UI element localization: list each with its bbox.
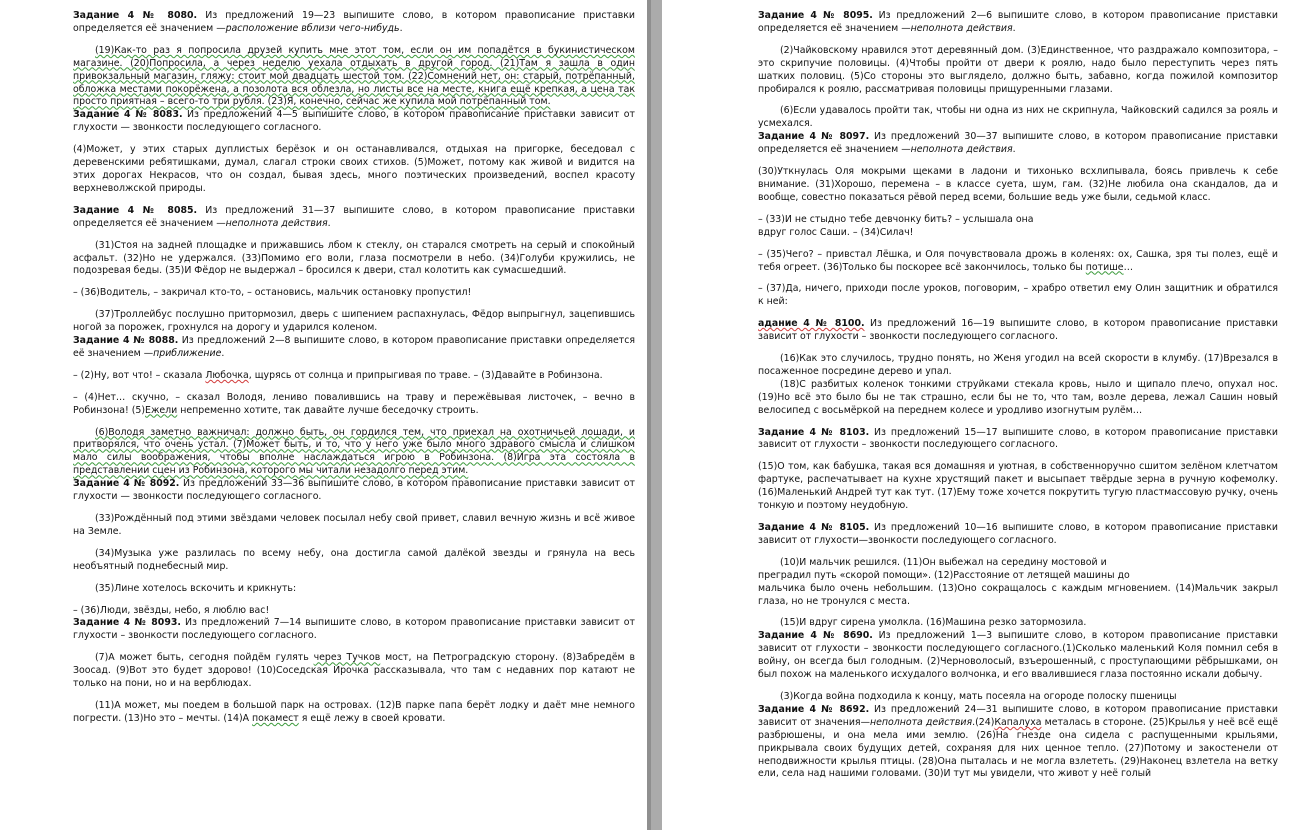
task-8692 [758,704,1278,781]
task-meaning: неполнота действия [910,144,1013,156]
task-text: Из предложений 31—37 выпишите слово, в котором правописание приставки определяется её значением — [73,204,635,229]
task-text: Из предложений 19—23 выпишите слово, в котором правописание приставки определяется её значением — [73,10,635,34]
task-text: Из предложений 7—14 выпишите слово, в котором правописание приставки зависит от глухости – звонкости последующего согласного. [73,617,635,642]
task-meaning: неполнота действия [910,22,1013,34]
task-tail: . [1012,22,1016,34]
task-meaning: расположение вблизи чего-нибудь [225,22,400,34]
task-8105 [758,522,1278,548]
task-text: Из предложений 2—6 выпишите слово, в котором правописание приставки определяется её значением — [758,10,1278,34]
task-text: Из предложений 10—16 выпишите слово, в котором правописание приставки зависит от глухости—звонкости последующего согласного. [758,522,1278,546]
task-text: Из предложений 15—17 выпишите слово, в котором правописание приставки зависит от глухости – звонкости последующего согласного. [758,426,1278,451]
excerpt-text: вдруг голос Саши. – (34)Силач! [758,226,914,238]
excerpt-text: (30)Уткнулась Оля мокрыми щеками в ладони и тихонько всхлипывала, боясь привлечь к себе внимание. (31)Хорошо, перемена – в классе суета, шум, гам. (32)Не любила она скандалов, да и вообще, совестно показаться рёвой перед всеми, большие ведь уже были, седьмой класс. [758,166,1278,203]
task-title: Задание 4 № 8690. [758,630,873,642]
task-8095 [758,10,1278,36]
text-run: .(24) [972,716,995,728]
excerpt-text [758,249,1278,275]
excerpt-text: (4)Может, у этих старых дуплистых берёзок и он останавливался, отдыхая на пригорке, беседовал с деревенскими ребятишками, думал, слагал строки своих стихов. (5)Может, потому как живой и видится на этих дорогах Некрасов, что он создал, бывая здесь, много поэтических произведений, воспел красоту верхневолжской природы. [73,144,635,194]
task-title: Задание 4 № 8095. [758,10,873,21]
grammar-word: потише [1085,261,1124,273]
excerpt-text: (6)Если удавалось пройти так, чтобы ни одна из них не скрипнула, Чайковский садился за рояль и усмехался. [758,105,1278,130]
excerpt-text: (10)И мальчик решился. (11)Он выбежал на середину мостовой и [780,556,1107,568]
excerpt-text: – (36)Люди, звёзды, небо, я люблю вас! [73,604,270,616]
excerpt-text: мальчика было очень небольшим. (13)Оно сокращалось с каждым мгновением. (14)Мальчик закрыл глаза, но не тронулся с места. [758,582,1278,607]
grammar-word: покамест [252,712,299,724]
task-8088 [73,335,635,361]
excerpt-text: – (37)Да, ничего, приходи после уроков, поговорим, – храбро ответил ему Олин защитник и обратился к ней: [758,283,1278,308]
excerpt-text: (33)Рождённый под этими звёздами человек посылал небу свой привет, славил вечную жизнь и всё живое на Земле. [73,513,635,537]
excerpt-text: (19)Как-то раз я попросила друзей купить мне этот том, если он им попадётся в букинистическом магазине. (20)Попросила, а через неделю уехала отдыхать в другой город. (21)Там я зашла в один привокзальный магазин, гляжу: стоит мой двадцать шестой том. (22)Сомнений нет, он: старый, потрёпанный, обложка местами покорёжена, а позолота вся облезла, но листы все на месте, книга ещё крепкая, а цена так просто приятная – всего-то три рубля. (23)Я, конечно, сейчас же купила мой потрёпанный том. [73,44,635,108]
task-text: Из предложений 30—37 выпишите слово, в котором правописание приставки определяется её значением — [758,131,1278,156]
excerpt-text: (16)Как это случилось, трудно понять, но Женя угодил на всей скорости в клумбу. (17)Врезался в посаженное посредине дерево и упал. [758,353,1278,377]
task-text: Из предложений 4—5 выпишите слово, в котором правописание приставки зависит от глухости — звонкости последующего согласного. [73,109,635,134]
task-meaning: приближение [153,347,222,359]
task-text: Из предложений 2—8 выпишите слово, в котором правописание приставки определяется её значением — [73,335,635,359]
text-run: , щурясь от солнца и припрыгивая по траве. – (3)Давайте в Робинзона. [248,369,603,381]
text-run: (7)А может быть, сегодня пойдём гулять [95,652,314,664]
task-tail: . [327,217,331,229]
task-text: Из предложений 16—19 выпишите слово, в котором правописание приставки зависит от глухости – звонкости последующего согласного. [758,318,1278,343]
task-8690 [758,630,1278,682]
task-8080 [73,10,635,36]
task-tail: . [1012,144,1016,156]
task-8103 [758,427,1278,453]
text-run: металась в стороне. (25)Крылья у неё всё ещё разбрюшены, и она мела ими землю. (26)На гнезде она сидела с распущенными крыльями, прикрывала своих будущих детей, сохраняя для них ценное тепло. (27)Потому и закостенели от неподвижности крылья птицы. (28)Она пыталась и не могла взлететь. (29)Наконец взлетела на ветку ели, села над нашими головами. (30)И тут мы увидели, что живот у неё голый [758,716,1278,780]
excerpt-text: (35)Лине хотелось вскочить и крикнуть: [95,582,297,594]
task-title: Задание 4 № 8080. [73,10,198,21]
task-tail: . [221,347,225,359]
task-title: Задание 4 № 8103. [758,426,870,438]
task-meaning: неполнота действия [225,217,328,229]
excerpt-text: – (36)Водитель, – закричал кто-то, – остановись, мальчик остановку пропустил! [73,287,472,299]
task-text: Из предложений 33—36 выпишите слово, в котором правописание приставки зависит от глухости — звонкости последующего согласного. [73,478,635,503]
excerpt-text: (6)Володя заметно важничал: должно быть, он гордился тем, что приехал на охотничьей лошади, и притворялся, что очень устал. (7)Может быть, и то, что у него уже было много здравого смысла и слишком мало силы воображения, чтобы вполне наслаждаться игрою в Робинзона. (8)Игра эта состояла в представлении сцен из Робинзона, которого мы читали незадолго перед этим. [73,426,635,477]
task-8085 [73,205,635,231]
task-title: Задание 4 № 8692. [758,703,870,715]
task-8100 [758,318,1278,344]
excerpt-text [73,370,635,383]
task-title: Задание 4 № 8097. [758,131,870,143]
excerpt-text: преградил путь «скорой помощи». (12)Расстояние от летящей машины до [758,569,1130,581]
task-title: Задание 4 № 8092. [73,478,180,490]
task-8093 [73,617,635,643]
text-run: я ещё лежу в своей кровати. [298,712,446,724]
text-run: (11)А может, мы поедем в большой парк на островах. (12)В парке папа берёт лодку и даёт мне немного погрести. (13)Но это – мечты. (14)А [73,699,635,724]
excerpt-text: (15)О том, как бабушка, такая вся домашняя и уютная, в собственноручно сшитом зелёном клетчатом фартуке, распечатывает на кухне хрустящий пакет и высыпает твёрдые зерна в ручную кофемолку. (16)Маленький Андрей тут как тут. (17)Ему тоже хочется покрутить тугую пластмассовую ручку, очень тонкую и поэтому неудобную. [758,461,1278,512]
task-title: Задание 4 № 8105. [758,522,870,533]
task-text: Из предложений 24—31 выпишите слово, в котором правописание приставки зависит от значения— [758,703,1278,728]
task-title: адание 4 № 8100. [758,318,865,330]
excerpt-text: (15)И вдруг сирена умолкла. (16)Машина резко затормозила. [780,617,1087,629]
excerpt-text [73,700,635,726]
excerpt-text: (18)С разбитых коленок тонкими струйками стекала кровь, ныло и щипало плечо, опухал нос. (19)Но всё это было бы не так страшно, если бы не то, что там, возле дерева, лежал Сашин новый велосипед с восьмёркой на переднем колесе и уродливо изогнутым рулём… [758,378,1278,416]
text-run: непременно хотите, так давайте лучше беседочку строить. [177,404,479,416]
task-tail: . [399,22,403,34]
task-title: Задание 4 № 8085. [73,204,198,216]
task-8097 [758,131,1278,157]
excerpt-text: (37)Троллейбус послушно притормозил, дверь с шипением распахнулась, Фёдор выпрыгнул, зацепившись ногой за порожек, грохнулся на дорогу и ударился коленом. [73,309,635,334]
text-run: … [1123,261,1133,273]
text-run: – (35)Чего? – привстал Лёшка, и Оля почувствовала дрожь в коленях: ох, Сашка, зря ты полез, ещё и тебя огреет. (36)Только бы поскорее всё закончилось, только бы [758,248,1278,273]
grammar-word: Ежели [145,404,178,416]
excerpt-text: (2)Чайковскому нравился этот деревянный дом. (3)Единственное, что раздражало композитора, – это скрипучие половицы. (4)Чтобы пройти от двери к роялю, надо было переступить через пять шатких половиц. (5)Со стороны это выглядело, должно быть, забавно, когда пожилой композитор пробирался к роялю, рассматривая половицы прищуренными глазами. [758,44,1278,95]
task-title: Задание 4 № 8088. [73,335,179,347]
excerpt-text [73,392,635,418]
text-run: мост, на Петроградскую сторону. (8)Забредём в Зоосад. (9)Вот это будет здорово! (10)Соседская Ирочка рассказывала, что там с недавних пор катают не только на пони, но и на верблюдах. [73,652,636,690]
excerpt-text [73,652,635,691]
task-8083 [73,109,635,135]
excerpt-text: (31)Стоя на задней площадке и прижавшись лбом к стеклу, он старался смотреть на серый и спокойный асфальт. (32)Но не удержался. (33)Помимо его воли, глаза посмотрели в небо. (34)Голуби кружились, не подозревая беды. (35)И Фёдор не выдержал – бросился к двери, стал колотить как сумасшедший. [73,239,635,277]
spellcheck-word: Любочка [205,369,249,381]
task-title: Задание 4 № 8083. [73,109,183,121]
task-8092 [73,478,635,504]
text-run: – (2)Ну, вот что! – сказала [73,369,206,381]
spellcheck-word: Капалуха [994,716,1042,728]
page-shadow [647,0,651,830]
excerpt-text: (3)Когда война подходила к концу, мать посеяла на огороде полоску пшеницы [780,690,1177,702]
text-run: – (4)Нет… скучно, – сказал Володя, лениво повалившись на траву и пережёвывая листочек, – вечно в Робинзона! (5) [73,391,635,416]
task-text: Из предложений 1—3 выпишите слово, в котором правописание приставки зависит от глухости – звонкости последующего согласного.(1)Сколько маленький Коля помнил себя в войну, он всегда был голодным. (2)Черноволосый, взъерошенный, с проступающими рёбрышками, он был похож на маленького исхудалого волчонка, и его ввалившиеся глаза постоянно искали добычу. [758,630,1278,681]
excerpt-text: – (33)И не стыдно тебе девчонку бить? – услышала она [758,213,1034,225]
document-page-right [662,0,1294,830]
task-title: Задание 4 № 8093. [73,617,181,629]
task-meaning: неполнота действия [869,716,973,728]
excerpt-text: (34)Музыка уже разлилась по всему небу, она достигла самой далёкой звезды и грянула на весь необъятный поднебесный мир. [73,547,635,572]
grammar-word: через Тучков [313,652,381,664]
